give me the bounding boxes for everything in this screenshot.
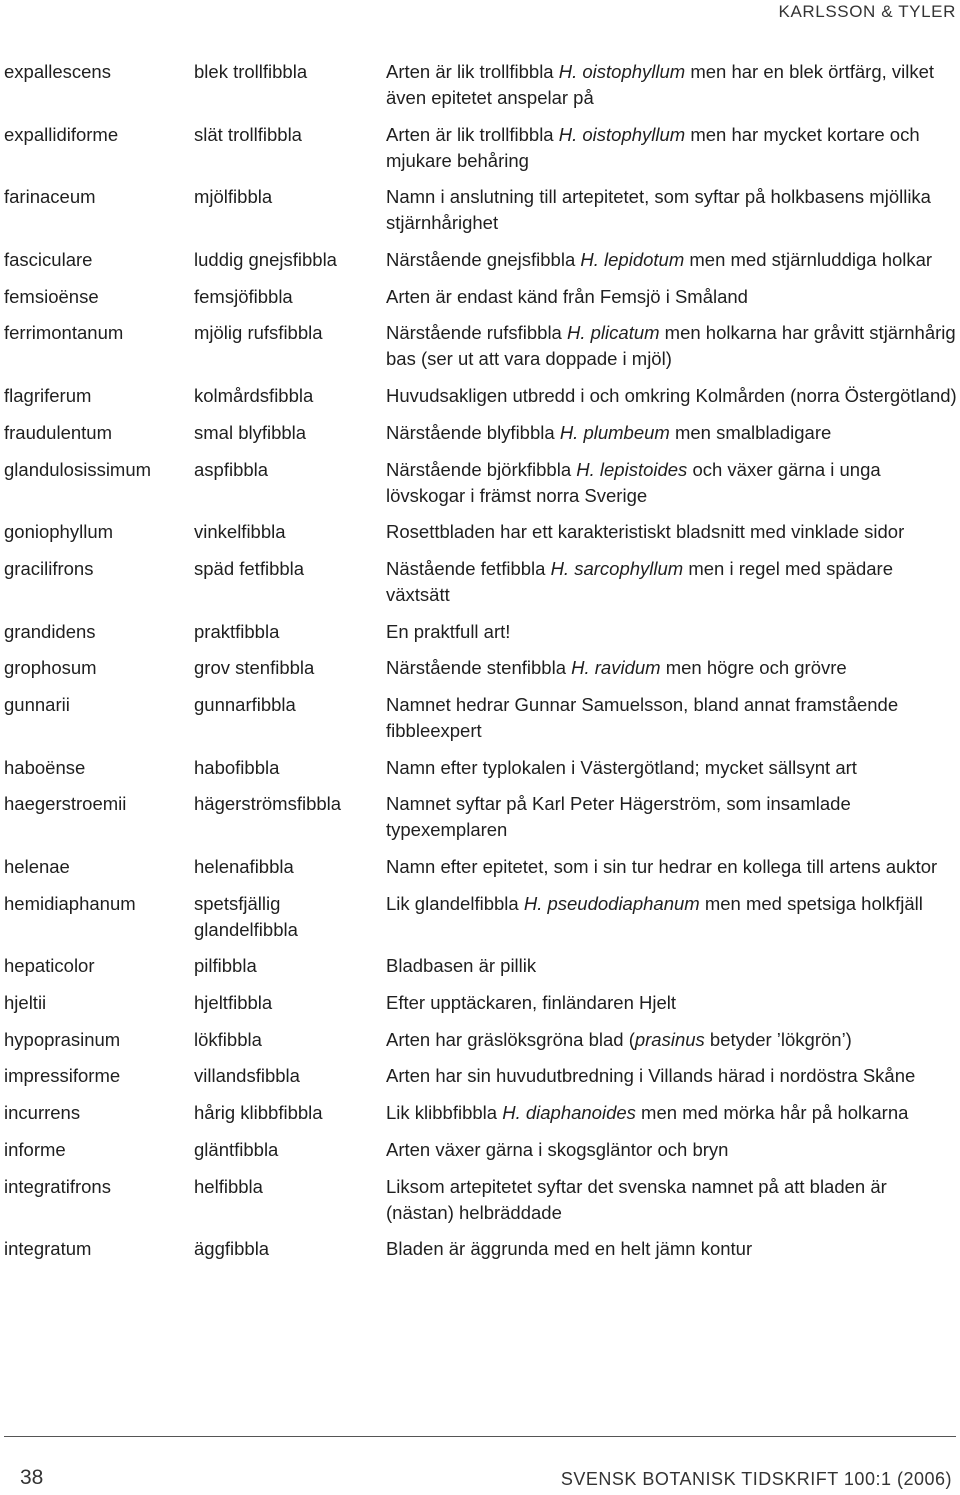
scientific-name: H. pseudodiaphanum [523, 892, 700, 914]
name-explanation [386, 953, 958, 979]
latin-epithet: haboënse [4, 756, 86, 778]
name-explanation [386, 320, 958, 372]
latin-epithet: haegerstroemii [4, 793, 127, 815]
scientific-name: H. lepidotum [580, 249, 685, 271]
swedish-name: helfibbla [194, 1175, 263, 1197]
swedish-name: villandsfibbla [194, 1065, 300, 1087]
explanation-text: Rosettbladen har ett karakteristiskt bladsnitt med vinklade sidor [386, 521, 905, 543]
glossary-row [4, 953, 960, 979]
glossary-row [4, 519, 960, 545]
swedish-name: kolmårdsfibbla [194, 385, 314, 407]
explanation-text: men med mörka hår på holkarna [635, 1102, 909, 1124]
explanation-text: Namn efter epitetet, som i sin tur hedrar en kollega till artens auktor [386, 856, 938, 877]
explanation-text: Lik glandelfibbla [386, 892, 524, 914]
latin-epithet: helenae [4, 856, 70, 877]
glossary-row [4, 891, 960, 943]
glossary-row [4, 1174, 960, 1226]
explanation-text: men i regel med spädare växtsätt [386, 557, 893, 605]
swedish-name: gunnarfibbla [194, 693, 296, 715]
explanation-text: men har en blek örtfärg, vilket även epitetet anspelar på [386, 61, 935, 108]
name-explanation [386, 1174, 958, 1226]
name-explanation [386, 1100, 958, 1126]
explanation-text: Nästående fetfibbla [386, 557, 551, 579]
swedish-name: hägerströmsfibbla [194, 793, 342, 815]
explanation-text: men med stjärnluddiga holkar [684, 249, 933, 271]
explanation-text: Lik klibbfibbla [386, 1102, 503, 1124]
swedish-name: smal blyfibbla [194, 421, 307, 443]
glossary-row [4, 247, 960, 273]
latin-epithet: integratum [4, 1238, 92, 1260]
footer-divider [4, 1436, 956, 1437]
latin-epithet: glandulosissimum [4, 458, 152, 480]
glossary-row [4, 755, 960, 781]
latin-epithet: impressiforme [4, 1065, 121, 1087]
swedish-name: slät trollfibbla [194, 123, 302, 145]
explanation-text: Namn i anslutning till artepitetet, som syftar på holkbasens mjöllika stjärnhårighet [386, 186, 931, 234]
name-explanation [386, 619, 958, 645]
explanation-text: Närstående blyfibbla [386, 421, 560, 443]
explanation-text: Huvudsakligen utbredd i och omkring Kolmården (norra Östergötland) [386, 385, 957, 407]
explanation-text: men har mycket kortare och mjukare behåring [386, 123, 920, 171]
latin-epithet: farinaceum [4, 186, 96, 208]
glossary-row [4, 1236, 960, 1262]
glossary-row [4, 383, 960, 409]
name-explanation [386, 556, 958, 608]
swedish-name: habofibbla [194, 756, 280, 778]
glossary-row [4, 1027, 960, 1053]
swedish-name: pilfibbla [194, 955, 257, 977]
explanation-text: Namnet syftar på Karl Peter Hägerström, som insamlade typexemplaren [386, 793, 851, 841]
swedish-name: äggfibbla [194, 1238, 270, 1260]
explanation-text: En praktfull art! [386, 620, 511, 642]
glossary-row [4, 692, 960, 744]
scientific-name: H. sarcophyllum [550, 557, 684, 579]
swedish-name: lökfibbla [194, 1028, 262, 1050]
glossary-row [4, 655, 960, 681]
scientific-name: H. oistophyllum [558, 61, 686, 82]
swedish-name: spetsfjällig glandelfibbla [194, 892, 298, 940]
glossary-row [4, 791, 960, 843]
explanation-text: men holkarna har gråvitt stjärnhårig bas (ser ut att vara doppade i mjöl) [386, 322, 956, 370]
name-explanation [386, 1063, 958, 1089]
swedish-name: gläntfibbla [194, 1138, 279, 1160]
scientific-name: H. diaphanoides [502, 1102, 636, 1124]
name-explanation [386, 791, 958, 843]
scientific-name: H. plicatum [567, 322, 660, 344]
latin-epithet: informe [4, 1138, 66, 1160]
swedish-name: blek trollfibbla [194, 61, 308, 82]
latin-epithet: fasciculare [4, 249, 93, 271]
explanation-text: Arten har sin huvudutbredning i Villands härad i nordöstra Skåne [386, 1065, 916, 1087]
latin-epithet: integratifrons [4, 1175, 111, 1197]
explanation-text: Närstående rufsfibbla [386, 322, 567, 344]
name-explanation [386, 122, 958, 174]
swedish-name: hårig klibbfibbla [194, 1102, 323, 1124]
glossary-row [4, 184, 960, 236]
glossary-row [4, 990, 960, 1016]
explanation-text: betyder ’lökgrön’) [704, 1028, 852, 1050]
explanation-text: Arten är endast känd från Femsjö i Småland [386, 285, 748, 307]
name-explanation [386, 519, 958, 545]
glossary-row [4, 1100, 960, 1126]
name-explanation [386, 383, 958, 409]
scientific-name: H. ravidum [571, 657, 661, 679]
glossary-row [4, 854, 960, 880]
swedish-name: luddig gnejsfibbla [194, 249, 337, 271]
name-explanation [386, 1137, 958, 1163]
scientific-name: H. oistophyllum [558, 123, 686, 145]
swedish-name: vinkelfibbla [194, 521, 286, 543]
latin-epithet: fraudulentum [4, 421, 112, 443]
explanation-text: Liksom artepitetet syftar det svenska namnet på att bladen är (nästan) helbräddade [386, 1175, 887, 1223]
swedish-name: mjölig rufsfibbla [194, 322, 323, 344]
running-head: KARLSSON & TYLER [778, 2, 956, 21]
explanation-text: Närstående björkfibbla [386, 458, 577, 480]
name-explanation [386, 457, 958, 509]
latin-epithet: hypoprasinum [4, 1028, 121, 1050]
swedish-name: grov stenfibbla [194, 657, 315, 679]
latin-epithet: ferrimontanum [4, 322, 124, 344]
name-explanation [386, 755, 958, 781]
name-explanation [386, 284, 958, 310]
latin-epithet: flagriferum [4, 385, 92, 407]
explanation-text: men smalbladigare [669, 421, 832, 443]
scientific-name: prasinus [634, 1028, 705, 1050]
name-explanation [386, 1236, 958, 1262]
explanation-text: Namn efter typlokalen i Västergötland; mycket sällsynt art [386, 756, 857, 778]
latin-epithet: incurrens [4, 1102, 81, 1124]
glossary-row [4, 457, 960, 509]
explanation-text: Närstående stenfibbla [386, 657, 572, 679]
journal-citation: SVENSK BOTANISK TIDSKRIFT 100:1 (2006) [560, 1469, 952, 1489]
name-explanation [386, 184, 958, 236]
name-explanation [386, 1027, 958, 1053]
page-number: 38 [20, 1466, 44, 1489]
name-explanation [386, 247, 958, 273]
name-explanation [386, 420, 958, 446]
swedish-name: späd fetfibbla [194, 557, 305, 579]
explanation-text: Närstående gnejsfibbla [386, 249, 581, 271]
explanation-text: Arten har gräslöksgröna blad ( [386, 1028, 635, 1050]
name-explanation [386, 891, 958, 917]
glossary-row [4, 420, 960, 446]
explanation-text: men med spetsiga holkfjäll [699, 892, 923, 914]
explanation-text: Arten är lik trollfibbla [386, 61, 559, 82]
latin-epithet: hepaticolor [4, 955, 95, 977]
explanation-text: Efter upptäckaren, finländaren Hjelt [386, 992, 677, 1014]
latin-epithet: grandidens [4, 620, 96, 642]
explanation-text: och växer gärna i unga lövskogar i främst norra Sverige [386, 458, 881, 506]
glossary-row [4, 320, 960, 372]
name-explanation [386, 854, 958, 880]
glossary-row [4, 284, 960, 310]
explanation-text: Arten växer gärna i skogsgläntor och bryn [386, 1138, 729, 1160]
swedish-name: helenafibbla [194, 856, 294, 877]
explanation-text: Namnet hedrar Gunnar Samuelsson, bland annat framstående fibbleexpert [386, 693, 899, 741]
glossary-row [4, 1063, 960, 1089]
latin-epithet: gracilifrons [4, 557, 94, 579]
glossary-row [4, 619, 960, 645]
latin-epithet: grophosum [4, 657, 97, 679]
scientific-name: H. lepistoides [576, 458, 688, 480]
latin-epithet: femsioënse [4, 285, 99, 307]
latin-epithet: expallescens [4, 61, 111, 82]
swedish-name: hjeltfibbla [194, 992, 273, 1014]
latin-epithet: goniophyllum [4, 521, 114, 543]
explanation-text: Bladen är äggrunda med en helt jämn kontur [386, 1238, 753, 1260]
latin-epithet: gunnarii [4, 693, 70, 715]
name-explanation [386, 655, 958, 681]
glossary-row [4, 122, 960, 174]
explanation-text: men högre och grövre [660, 657, 847, 679]
name-explanation [386, 990, 958, 1016]
name-explanation [386, 59, 958, 111]
glossary-row [4, 1137, 960, 1163]
species-glossary-table [4, 59, 960, 1273]
swedish-name: femsjöfibbla [194, 285, 293, 307]
explanation-text: Arten är lik trollfibbla [386, 123, 559, 145]
glossary-row [4, 59, 960, 111]
glossary-row [4, 556, 960, 608]
swedish-name: praktfibbla [194, 620, 280, 642]
latin-epithet: expallidiforme [4, 123, 119, 145]
latin-epithet: hjeltii [4, 992, 47, 1014]
swedish-name: mjölfibbla [194, 186, 273, 208]
scientific-name: H. plumbeum [559, 421, 670, 443]
explanation-text: Bladbasen är pillik [386, 955, 537, 977]
swedish-name: aspfibbla [194, 458, 269, 480]
name-explanation [386, 692, 958, 744]
latin-epithet: hemidiaphanum [4, 892, 136, 914]
